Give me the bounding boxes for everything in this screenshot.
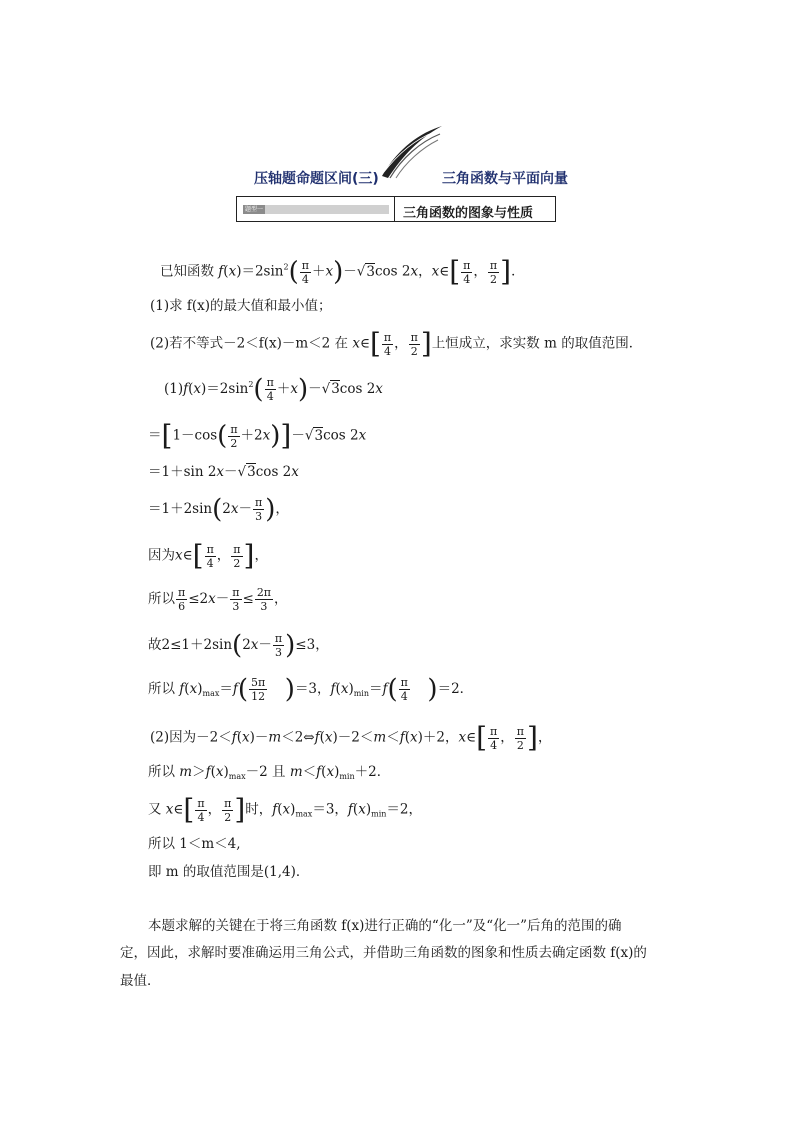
solution-conclusion: 即 m 的取值范围是(1,4)． (148, 864, 310, 880)
problem-part1: (1)求 f(x)的最大值和最小值； (150, 298, 332, 314)
problem-statement: 已知函数 $f(x)=2\sin^2$( $\frac{\pi}{4}$ ＋x)－√3cos 2x，x∈[ $\frac{\pi}{4}$ ， $\frac{\pi}{2}$ ]． (160, 255, 525, 288)
problem-part2: (2)若不等式－2＜f(x)－m＜2 在 x∈[ $\frac{\pi}{4}$ ， $\frac{\pi}{2}$ ]上恒成立，求实数 m 的取值范围． (150, 327, 643, 360)
box-divider (394, 197, 395, 221)
solution-line1: $(1)f(x)=2\sin^2$( $\frac{\pi}{4}$ ＋x)－√3cos 2x (164, 374, 383, 405)
problem-intro: 已知函数 (160, 263, 214, 280)
solution-part2-line4: 所以 1＜m＜4, (148, 836, 241, 852)
solution-line7: 故2≤1＋2sin(2x－ $\frac{\pi}{3}$ )≤3， (148, 630, 329, 661)
solution-part2-line1: (2)因为－2＜f(x)－m＜2⇔f(x)－2＜m＜f(x)＋2，x∈[ $\frac{\pi}{4}$ ， $\frac{\pi}{2}$ ]， (150, 721, 552, 754)
comment-line2: 定，因此，求解时要准确运用三角公式，并借助三角函数的图象和性质去确定函数 f(x)的 (120, 945, 647, 961)
topic-title-box (236, 196, 556, 222)
section-label: 压轴题命题区间(三) (254, 171, 379, 187)
section-topic: 三角函数与平面向量 (442, 171, 568, 187)
comment-line3: 最值． (120, 973, 161, 989)
solution-part2-line2: 所以 $m>f(x)_{max}-2$ 且 $m<f(x)_{min}+2$． (148, 764, 391, 781)
comment-line1: 本题求解的关键在于将三角函数 f(x)进行正确的“化一”及“化一”后角的范围的确 (148, 918, 622, 934)
solution-line6: 所以 $\frac{\pi}{6}$ ≤2x－ $\frac{\pi}{3}$ ≤ $\frac{2\pi}{3}$ ， (148, 586, 288, 613)
solution-line8: 所以 $f(x)_{max}=f$( $\frac{5\pi}{12}$ )＝3，$f(x)_{min}=f$( $\frac{\pi}{4}$ )＝2． (148, 674, 474, 705)
solution-line3: ＝1＋sin 2x－√3cos 2x (148, 464, 299, 480)
topic-title: 三角函数的图象与性质 (403, 206, 534, 221)
solution-line5: 因为x∈[ $\frac{\pi}{4}$ ， $\frac{\pi}{2}$ ]， (148, 539, 268, 572)
solution-line2: ＝[1－cos( $\frac{\pi}{2}$ ＋2x)]－√3cos 2x (148, 419, 367, 452)
solution-part2-line3: 又 x∈[ $\frac{\pi}{4}$ ， $\frac{\pi}{2}$ ]时，$f(x)_{max}=3$，$f(x)_{min}=2$， (148, 793, 422, 826)
decorative-swoosh-icon (378, 124, 444, 180)
tag-label: 题型一 (244, 206, 263, 213)
solution-line4: ＝1＋2sin(2x－ $\frac{\pi}{3}$ )， (148, 494, 289, 525)
